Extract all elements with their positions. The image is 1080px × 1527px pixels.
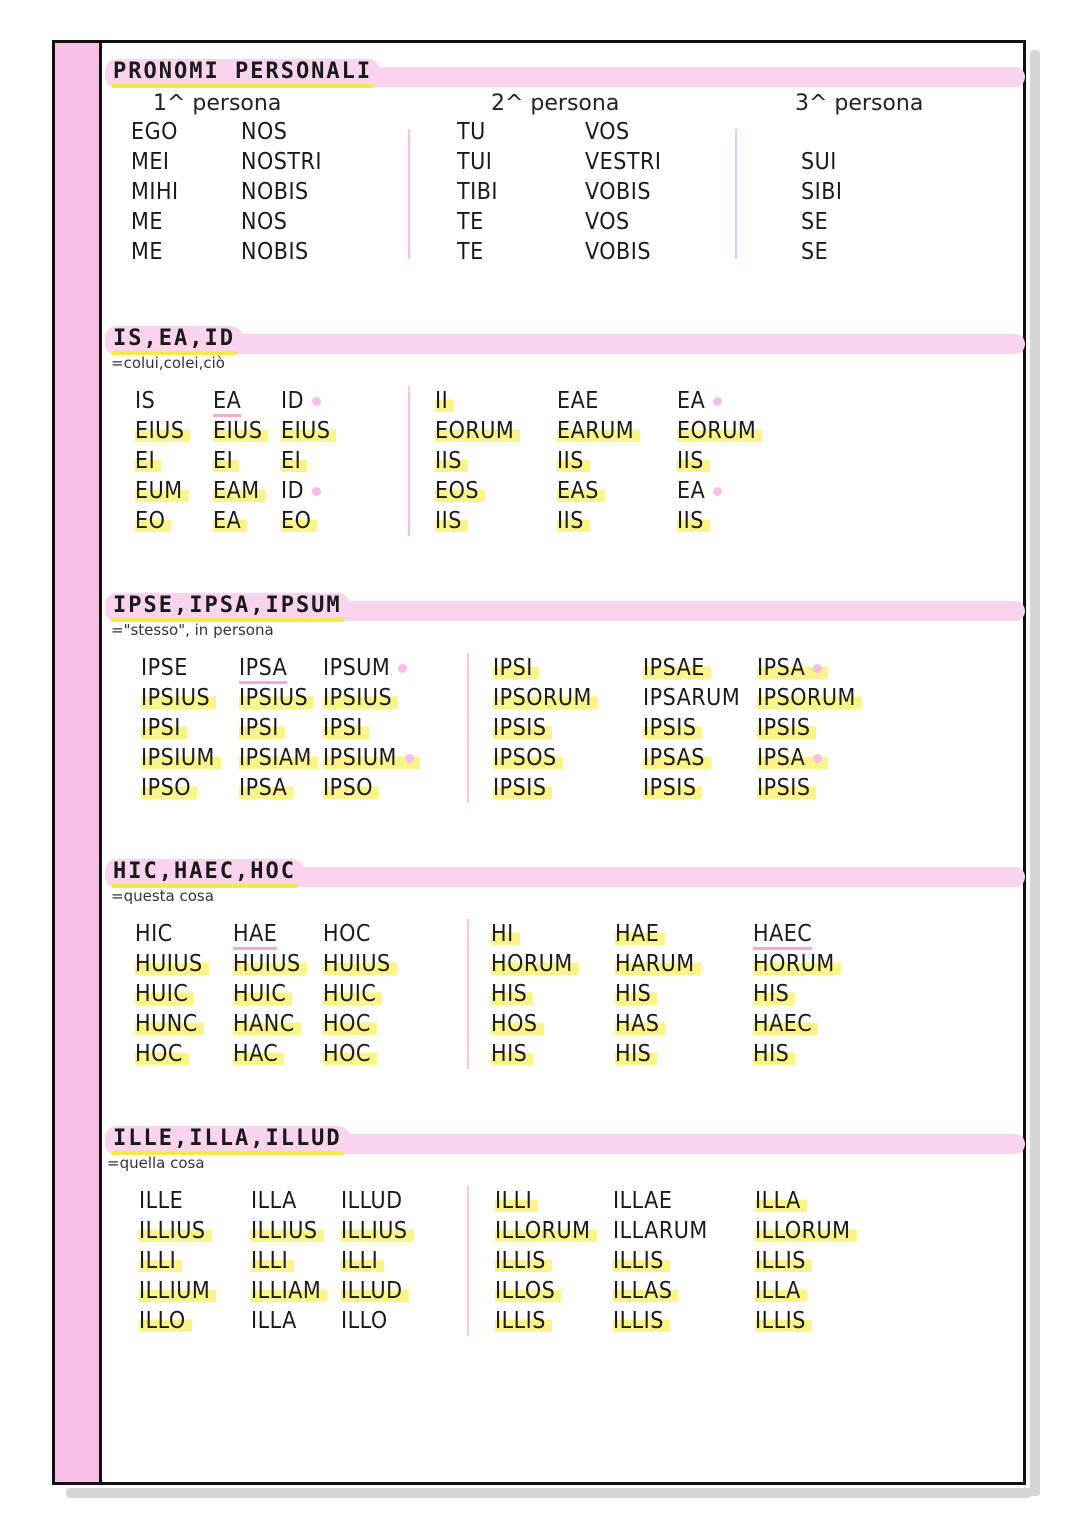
section-pronomi-personali [105,59,1025,289]
form: HARUM [615,951,701,977]
section-ille-illa-illud [105,1126,1025,1356]
form: IIS [677,508,710,534]
col-sing-n [341,1186,414,1336]
pink-margin-strip [55,43,102,1482]
form: IPSI [239,715,285,741]
form: EORUM [435,418,520,444]
form: HIS [615,981,657,1007]
col-plur-n [755,1186,857,1336]
form: VESTRI [585,149,662,175]
section-title: IS,EA,ID [105,326,243,352]
form: HUIUS [323,951,397,977]
col-plur-n [757,653,862,803]
form: IPSO [323,775,379,801]
form: ILLA [251,1188,297,1214]
form: IPSIS [643,775,702,801]
form: VOBIS [585,179,651,205]
form: ILLOS [495,1278,561,1304]
form: ILLA [755,1188,807,1214]
form: EARUM [557,418,640,444]
form: VOS [585,119,630,145]
col-sing-f [233,919,307,1069]
form: IPSE [141,655,188,681]
form: IPSIUS [141,685,216,711]
form: VOS [585,209,630,235]
form: IIS [435,508,468,534]
form: IPSIS [757,715,816,741]
form: IPSA [239,655,287,684]
col-sing-m [139,1186,216,1336]
form: IPSIS [493,715,552,741]
section-ipse-ipsa-ipsum [105,593,1025,823]
section-subtitle: =quella cosa [107,1154,205,1172]
form: IPSIUS [323,685,398,711]
form: HUIUS [233,951,307,977]
form: VOBIS [585,239,651,265]
form: IPSO [141,775,197,801]
col-sing-m [135,386,190,536]
form: II [435,388,454,414]
form: MEI [131,149,170,175]
col-sing-f [239,653,318,803]
form: ILLI [341,1248,384,1274]
form: IIS [677,448,710,474]
form: ILLORUM [495,1218,597,1244]
page-shadow-right [1030,50,1040,1496]
col-plur-m [491,919,579,1069]
form: EA [677,388,722,414]
form: ILLIUS [139,1218,212,1244]
form: HIS [491,981,533,1007]
section-hic-haec-hoc [105,859,1025,1089]
form: EI [135,448,161,474]
form: ILLO [139,1308,192,1334]
form: HOC [323,1011,377,1037]
form: SE [801,239,829,265]
form: HOC [323,1041,377,1067]
form: ILLORUM [755,1218,857,1244]
form: ILLA [755,1278,807,1304]
divider [408,386,410,536]
form: TE [457,239,484,265]
form: ME [131,239,163,265]
form: ILLO [341,1308,388,1334]
form: HORUM [491,951,579,977]
col-plur-f [613,1186,708,1336]
col-sing-n [323,919,397,1069]
form: ME [131,209,163,235]
form: ILLIS [495,1248,552,1274]
divider [467,919,469,1069]
form: NOS [241,209,288,235]
form: ILLAS [613,1278,678,1304]
form: EI [281,448,307,474]
notebook-page [52,40,1026,1485]
col-plur-m [435,386,520,536]
form: EI [213,448,239,474]
form: EO [281,508,317,534]
section-title: ILLE,ILLA,ILLUD [105,1126,350,1152]
col-sing-m [141,653,221,803]
form: ILLIS [495,1308,552,1334]
section-title: PRONOMI PERSONALI [105,59,380,85]
col-plur-n [753,919,841,1069]
form: ILLUD [341,1278,409,1304]
form: HANC [233,1011,301,1037]
form: IIS [557,448,590,474]
form: ILLIUS [251,1218,324,1244]
person-heading-2: 2^ persona [491,91,620,116]
form: IPSIUM [141,745,221,771]
col-p1-plur [241,117,322,267]
col-p2-sing [457,117,498,267]
form: HIS [753,1041,795,1067]
form: IPSAS [643,745,711,771]
form: IPSA [757,745,828,771]
form: IPSIS [757,775,816,801]
col-sing-n [323,653,420,803]
form: HIS [615,1041,657,1067]
form: ILLI [139,1248,182,1274]
form: IPSORUM [493,685,598,711]
form: IPSI [141,715,187,741]
form: TE [457,209,484,235]
form: HAE [615,921,665,947]
form: IIS [435,448,468,474]
section-subtitle: ="stesso", in persona [111,621,274,639]
col-sing-m [135,919,209,1069]
section-title: HIC,HAEC,HOC [105,859,304,885]
form: ILLI [495,1188,538,1214]
col-sing-f [213,386,268,536]
form: HIS [753,981,795,1007]
form: ILLIUM [139,1278,216,1304]
form: IPSIS [643,715,702,741]
form: IPSA [757,655,828,681]
form: IPSIAM [239,745,318,771]
form: ILLE [139,1188,184,1214]
form: EIUS [135,418,190,444]
form: EO [135,508,171,534]
divider [735,129,737,259]
section-subtitle: =questa cosa [111,887,214,905]
form: IPSI [493,655,539,681]
form: HORUM [753,951,841,977]
form: NOBIS [241,239,309,265]
form: IPSIUM [323,745,420,771]
col-plur-f [615,919,701,1069]
form: ILLUD [341,1188,403,1214]
form: ILLIS [755,1248,812,1274]
col-plur-f [643,653,740,803]
section-is-ea-id [105,326,1025,546]
form: EIUS [213,418,268,444]
form: IPSIS [493,775,552,801]
form: SE [801,209,829,235]
section-subtitle: =colui,colei,ciò [111,354,225,372]
form: HOC [323,921,371,947]
form: EORUM [677,418,762,444]
form: ID [281,388,321,414]
form: NOBIS [241,179,309,205]
form: EUM [135,478,189,504]
divider [467,653,469,803]
form: ILLIAM [251,1278,327,1304]
form: ILLA [251,1308,297,1334]
form: HI [491,921,520,947]
form: ILLIS [755,1308,812,1334]
form: ILLIS [613,1308,670,1334]
form: SIBI [801,179,843,205]
form: IPSA [239,775,293,801]
form: HOS [491,1011,544,1037]
col-p3 [801,147,843,267]
form: ILLIUS [341,1218,414,1244]
form: HUIUS [135,951,209,977]
form: IPSI [323,715,369,741]
form: ILLI [251,1248,294,1274]
divider [467,1186,469,1336]
form: EAS [557,478,605,504]
form: HAEC [753,921,812,950]
form: EAE [557,388,599,414]
form: TIBI [457,179,499,205]
title-band [105,334,1025,354]
form: SUI [801,149,837,175]
form: EA [677,478,722,504]
form: EOS [435,478,485,504]
form: ID [281,478,321,504]
form: MIHI [131,179,179,205]
form: EA [213,388,241,417]
col-p2-plur [585,117,661,267]
person-heading-3: 3^ persona [795,91,924,116]
form: IPSIUS [239,685,314,711]
form: EA [213,508,247,534]
col-plur-m [493,653,598,803]
form: EAM [213,478,266,504]
form: HAE [233,921,277,950]
col-plur-m [495,1186,597,1336]
form: IPSAE [643,655,711,681]
form: ILLARUM [613,1218,708,1244]
col-p1-sing [131,117,179,267]
form: TUI [457,149,493,175]
form: ILLAE [613,1188,673,1214]
form: IIS [557,508,590,534]
form: HUNC [135,1011,204,1037]
col-plur-n [677,386,762,536]
form: HAEC [753,1011,818,1037]
form: HOC [135,1041,189,1067]
form: IPSOS [493,745,563,771]
form: EGO [131,119,178,145]
col-plur-f [557,386,640,536]
col-sing-n [281,386,336,536]
form: IPSUM [323,655,407,681]
form: EIUS [281,418,336,444]
form: HUIC [233,981,292,1007]
form: HAS [615,1011,665,1037]
col-sing-f [251,1186,327,1336]
form: TU [457,119,486,145]
form: HUIC [323,981,382,1007]
form: ILLIS [613,1248,670,1274]
divider [408,129,410,259]
page-shadow-bottom [66,1488,1032,1498]
form: IS [135,388,156,414]
form: NOSTRI [241,149,323,175]
form: HUIC [135,981,194,1007]
person-heading-1: 1^ persona [153,91,282,116]
form: IPSARUM [643,685,741,711]
form: HIC [135,921,173,947]
form: HIS [491,1041,533,1067]
form: HAC [233,1041,284,1067]
section-title: IPSE,IPSA,IPSUM [105,593,350,619]
form: NOS [241,119,288,145]
form: IPSORUM [757,685,862,711]
